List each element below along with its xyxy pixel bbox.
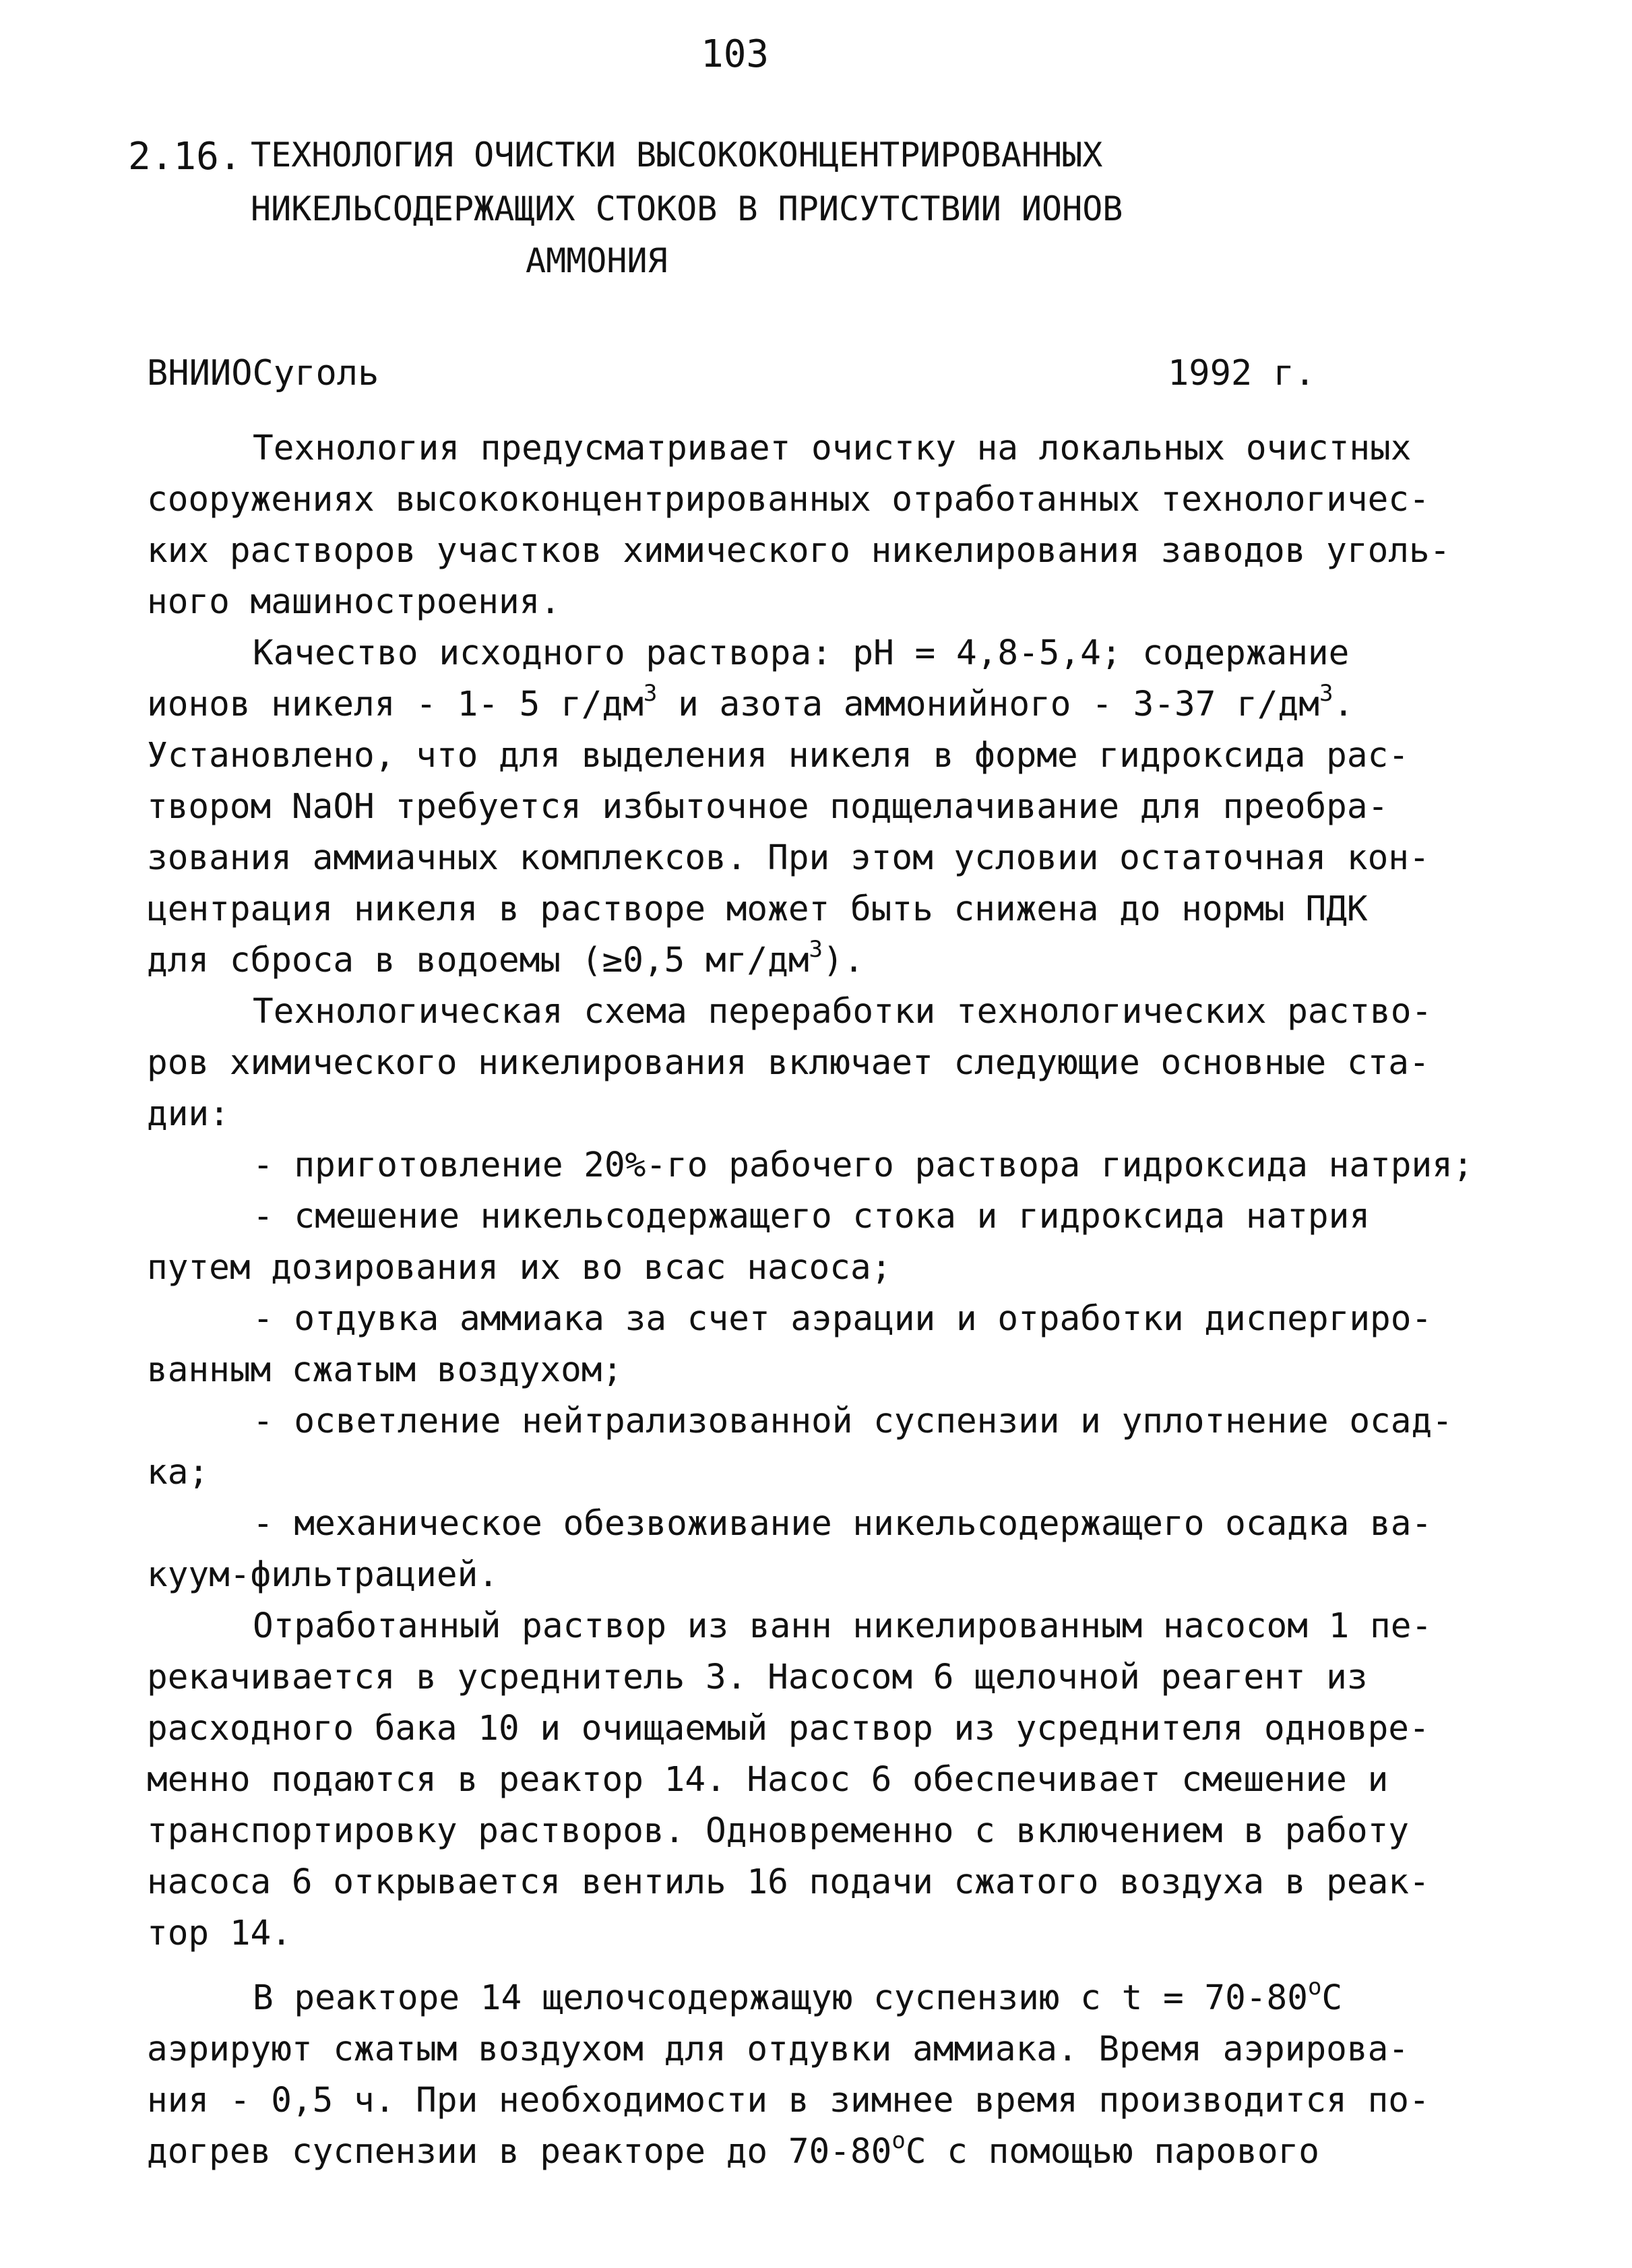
text-run: для сброса в водоемы (≥0,5 мг/дм (147, 941, 809, 980)
body-line: ния - 0,5 ч. При необходимости в зимнее время производится по- (147, 2081, 1430, 2120)
list-item: - осветление нейтрализованной суспензии и уплотнение осад- (253, 1401, 1453, 1441)
list-item-continuation: ка; (147, 1453, 210, 1492)
body-line: ких растворов участков химического никелирования заводов уголь- (147, 531, 1451, 571)
body-line: сооружениях высококонцентрированных отработанных технологичес- (147, 480, 1430, 519)
body-line: тор 14. (147, 1914, 292, 1953)
list-item: - механическое обезвоживание никельсодержащего осадка ва- (253, 1504, 1433, 1544)
body-line: рекачивается в усреднитель 3. Насосом 6 щелочной реагент из (147, 1658, 1368, 1697)
body-line: дии: (147, 1094, 230, 1134)
body-line: расходного бака 10 и очищаемый раствор из усреднителя одновре- (147, 1709, 1430, 1749)
body-line (147, 680, 1354, 724)
body-line: Установлено, что для выделения никеля в форме гидроксида рас- (147, 736, 1409, 776)
text-run: . (1333, 685, 1354, 724)
list-item-continuation: ванным сжатым воздухом; (147, 1350, 623, 1390)
year: 1992 г. (1168, 353, 1316, 393)
superscript: о (1307, 1974, 1322, 2001)
superscript: 3 (643, 680, 658, 707)
organization: ВНИИОСуголь (147, 353, 379, 393)
body-line: твором NaOH требуется избыточное подщелачивание для преобра- (147, 787, 1389, 827)
text-run: ). (823, 941, 865, 980)
text-run: и азота аммонийного - 3-37 г/дм (657, 685, 1319, 724)
body-line (253, 1974, 1343, 2018)
body-line: менно подаются в реактор 14. Насос 6 обеспечивает смешение и (147, 1760, 1389, 1800)
body-line: центрация никеля в растворе может быть снижена до нормы ПДК (147, 889, 1368, 929)
body-line: ров химического никелирования включает следующие основные ста- (147, 1043, 1430, 1083)
body-line: аэрируют сжатым воздухом для отдувки аммиака. Время аэрирова- (147, 2029, 1409, 2069)
body-line: Качество исходного раствора: pH = 4,8-5,4; содержание (253, 633, 1350, 673)
superscript: о (891, 2127, 906, 2154)
superscript: 3 (809, 936, 823, 963)
text-run: ионов никеля - 1- 5 г/дм (147, 685, 644, 724)
list-item: - отдувка аммиака за счет аэрации и отработки диспергиро- (253, 1299, 1433, 1339)
list-item-continuation: куум-фильтрацией. (147, 1555, 499, 1595)
section-number: 2.16. (128, 135, 242, 179)
text-run: С (1321, 1978, 1343, 2018)
section-title-line-2: НИКЕЛЬСОДЕРЖАЩИХ СТОКОВ В ПРИСУТСТВИИ ИОНОВ (251, 189, 1123, 228)
body-line: зования аммиачных комплексов. При этом условии остаточная кон- (147, 838, 1430, 878)
body-line: ного машиностроения. (147, 582, 561, 622)
list-item: - смешение никельсодержащего стока и гидроксида натрия (253, 1197, 1371, 1236)
page-number: 103 (701, 32, 770, 76)
section-title-line-3: АММОНИЯ (526, 241, 668, 280)
body-line: транспортировку растворов. Одновременно с включением в работу (147, 1811, 1409, 1851)
list-item: - приготовление 20%-го рабочего раствора гидроксида натрия; (253, 1145, 1474, 1185)
superscript: 3 (1319, 680, 1333, 707)
text-run: В реакторе 14 щелочсодержащую суспензию с t = 70-80 (253, 1978, 1308, 2018)
body-line (147, 936, 865, 980)
body-line: Технология предусматривает очистку на локальных очистных (253, 429, 1412, 468)
text-run: догрев суспензии в реакторе до 70-80 (147, 2132, 892, 2172)
list-item-continuation: путем дозирования их во всас насоса; (147, 1248, 892, 1288)
section-title-line-1: ТЕХНОЛОГИЯ ОЧИСТКИ ВЫСОКОКОНЦЕНТРИРОВАННЫХ (251, 135, 1103, 175)
body-line (147, 2127, 1319, 2172)
body-line: насоса 6 открывается вентиль 16 подачи сжатого воздуха в реак- (147, 1862, 1430, 1902)
body-line: Технологическая схема переработки технологических раство- (253, 992, 1433, 1032)
body-line: Отработанный раствор из ванн никелированным насосом 1 пе- (253, 1606, 1433, 1646)
text-run: С с помощью парового (905, 2132, 1319, 2172)
